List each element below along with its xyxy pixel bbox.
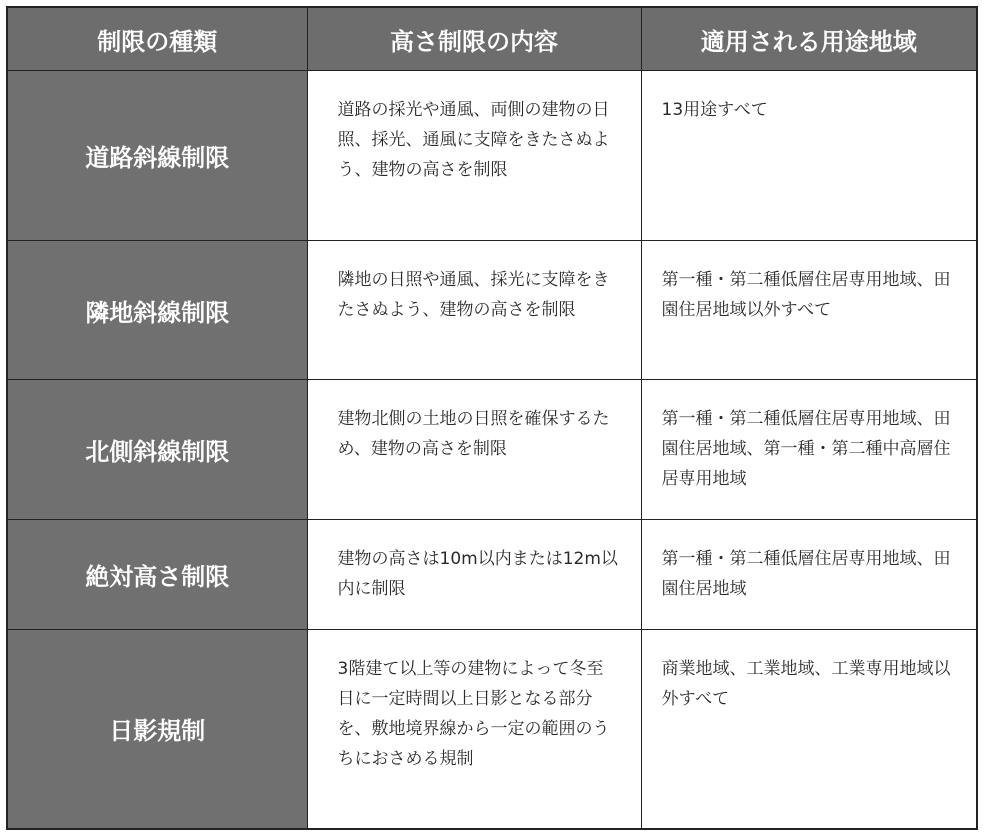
restriction-content-cell: 隣地の日照や通風、採光に支障をきたさぬよう、建物の高さを制限: [307, 241, 641, 380]
column-header-applicable-zones: 適用される用途地域: [641, 7, 977, 71]
table-row: [7, 380, 977, 520]
restriction-type-cell: 絶対高さ制限: [7, 520, 307, 630]
restriction-type-cell: 道路斜線制限: [7, 71, 307, 241]
applicable-zones-cell: 第一種・第二種低層住居専用地域、田園住居地域以外すべて: [641, 241, 977, 380]
table-row: [7, 630, 977, 829]
restriction-content-cell: 建物北側の土地の日照を確保するため、建物の高さを制限: [307, 380, 641, 520]
applicable-zones-cell: 第一種・第二種低層住居専用地域、田園住居地域: [641, 520, 977, 630]
restriction-content-cell: 道路の採光や通風、両側の建物の日照、採光、通風に支障をきたさぬよう、建物の高さを制限: [307, 71, 641, 241]
height-restriction-table: [6, 6, 978, 830]
column-header-restriction-type: 制限の種類: [7, 7, 307, 71]
applicable-zones-cell: 第一種・第二種低層住居専用地域、田園住居地域、第一種・第二種中高層住居専用地域: [641, 380, 977, 520]
restriction-type-cell: 北側斜線制限: [7, 380, 307, 520]
height-restriction-table-container: [6, 6, 976, 828]
restriction-type-cell: 日影規制: [7, 630, 307, 829]
table-row: [7, 241, 977, 380]
column-header-restriction-content: 高さ制限の内容: [307, 7, 641, 71]
table-header-row: [7, 7, 977, 71]
restriction-content-cell: 建物の高さは10m以内または12m以内に制限: [307, 520, 641, 630]
table-row: [7, 520, 977, 630]
applicable-zones-cell: 13用途すべて: [641, 71, 977, 241]
restriction-content-cell: 3階建て以上等の建物によって冬至日に一定時間以上日影となる部分を、敷地境界線から一定の範囲のうちにおさめる規制: [307, 630, 641, 829]
applicable-zones-cell: 商業地域、工業地域、工業専用地域以外すべて: [641, 630, 977, 829]
table-row: [7, 71, 977, 241]
restriction-type-cell: 隣地斜線制限: [7, 241, 307, 380]
